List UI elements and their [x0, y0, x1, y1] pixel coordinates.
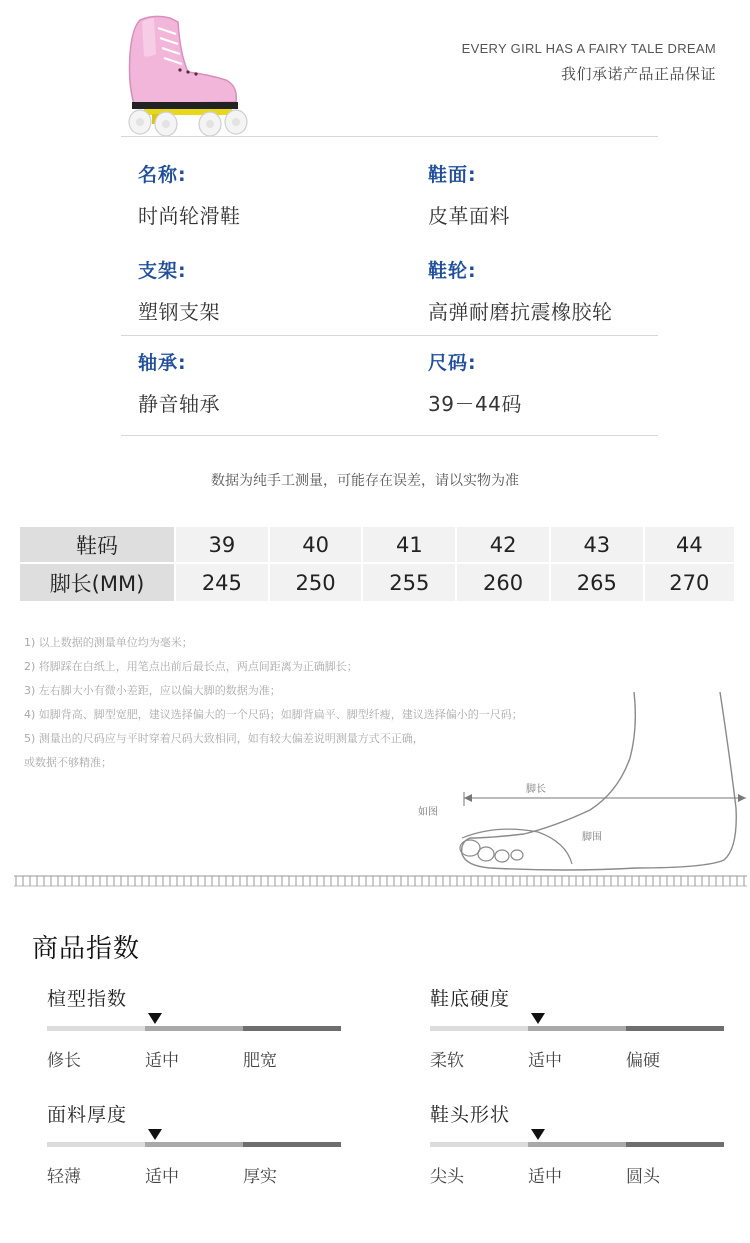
table-cell: 41 — [363, 527, 457, 564]
table-cell: 245 — [176, 564, 270, 601]
size-table — [20, 527, 734, 601]
roller-skate-image — [118, 14, 258, 140]
spec-label: 鞋面: — [428, 164, 477, 186]
measure-guide — [14, 628, 750, 898]
table-row — [20, 527, 734, 564]
spec-wheels — [428, 256, 728, 325]
guide-note: 1) 以上数据的测量单位均为毫米； — [24, 636, 193, 649]
spec-label: 鞋轮: — [428, 260, 477, 282]
table-cell: 39 — [176, 527, 270, 564]
guide-note: 4) 如脚背高、脚型宽肥，建议选择偏大的一个尺码；如脚背扁平、脚型纤瘦，建议选择偏小的一尺码； — [24, 708, 523, 721]
product-index-title: 商品指数 — [32, 934, 141, 964]
spec-size — [428, 348, 728, 417]
index-toe-shape — [430, 1100, 724, 1190]
spec-upper — [428, 160, 728, 229]
level-marker-icon — [148, 1129, 162, 1140]
index-scale-bar — [47, 1026, 341, 1031]
divider — [121, 335, 658, 336]
scale-label: 修长 — [47, 1051, 81, 1071]
index-scale-bar — [430, 1026, 724, 1031]
spec-value: 39－44码 — [428, 392, 522, 416]
ruler-graphic — [14, 873, 747, 889]
table-row — [20, 564, 734, 601]
index-last-shape — [47, 984, 341, 1074]
spec-name — [138, 160, 438, 229]
spec-value: 高弹耐磨抗震橡胶轮 — [428, 300, 613, 324]
divider — [121, 435, 658, 436]
spec-value: 皮革面料 — [428, 204, 510, 228]
guide-note: 或数据不够精准； — [24, 756, 112, 769]
divider — [121, 136, 658, 137]
index-fabric-thickness — [47, 1100, 341, 1190]
spec-label: 尺码: — [428, 352, 477, 374]
level-marker-icon — [531, 1129, 545, 1140]
index-title: 鞋底硬度 — [430, 988, 511, 1010]
guide-note: 5) 测量出的尺码应与平时穿着尺码大致相同，如有较大偏差说明测量方式不正确， — [24, 732, 424, 745]
level-marker-icon — [148, 1013, 162, 1024]
scale-label: 尖头 — [430, 1167, 464, 1187]
table-cell: 255 — [363, 564, 457, 601]
scale-label: 适中 — [145, 1167, 179, 1187]
label-foot-girth: 脚围 — [582, 832, 602, 843]
table-cell: 270 — [645, 564, 734, 601]
scale-label: 柔软 — [430, 1051, 464, 1071]
foot-diagram — [406, 688, 750, 878]
spec-value: 静音轴承 — [138, 392, 220, 416]
index-title: 鞋头形状 — [430, 1104, 511, 1126]
index-scale-bar — [430, 1142, 724, 1147]
scale-label: 适中 — [528, 1167, 562, 1187]
table-header-cell: 鞋码 — [20, 527, 176, 564]
spec-bearing — [138, 348, 438, 417]
scale-label: 圆头 — [626, 1167, 660, 1187]
index-sole-hardness — [430, 984, 724, 1074]
index-title: 面料厚度 — [47, 1104, 128, 1126]
product-header — [0, 0, 750, 140]
table-cell: 265 — [551, 564, 645, 601]
spec-label: 支架: — [138, 260, 187, 282]
table-cell: 250 — [270, 564, 364, 601]
scale-label: 厚实 — [243, 1167, 277, 1187]
spec-value: 时尚轮滑鞋 — [138, 204, 241, 228]
guide-note: 2) 将脚踩在白纸上，用笔点出前后最长点，两点间距离为正确脚长； — [24, 660, 358, 673]
table-cell: 40 — [270, 527, 364, 564]
label-as-shown: 如图 — [418, 807, 438, 818]
measurement-note: 数据为纯手工测量，可能存在误差，请以实物为准 — [211, 473, 519, 489]
scale-label: 适中 — [145, 1051, 179, 1071]
spec-frame — [138, 256, 438, 325]
guide-note: 3) 左右脚大小有微小差距，应以偏大脚的数据为准； — [24, 684, 281, 697]
index-title: 楦型指数 — [47, 988, 128, 1010]
slogan-english: EVERY GIRL HAS A FAIRY TALE DREAM — [461, 41, 716, 56]
scale-label: 肥宽 — [243, 1051, 277, 1071]
spec-label: 名称: — [138, 164, 187, 186]
index-scale-bar — [47, 1142, 341, 1147]
table-cell: 43 — [551, 527, 645, 564]
scale-label: 轻薄 — [47, 1167, 81, 1187]
table-cell: 260 — [457, 564, 551, 601]
label-foot-length: 脚长 — [526, 784, 546, 795]
table-cell: 44 — [645, 527, 734, 564]
table-header-cell: 脚长(MM) — [20, 564, 176, 601]
spec-value: 塑钢支架 — [138, 300, 220, 324]
table-cell: 42 — [457, 527, 551, 564]
spec-label: 轴承: — [138, 352, 187, 374]
scale-label: 偏硬 — [626, 1051, 660, 1071]
scale-label: 适中 — [528, 1051, 562, 1071]
level-marker-icon — [531, 1013, 545, 1024]
slogan-chinese: 我们承诺产品正品保证 — [560, 65, 716, 83]
